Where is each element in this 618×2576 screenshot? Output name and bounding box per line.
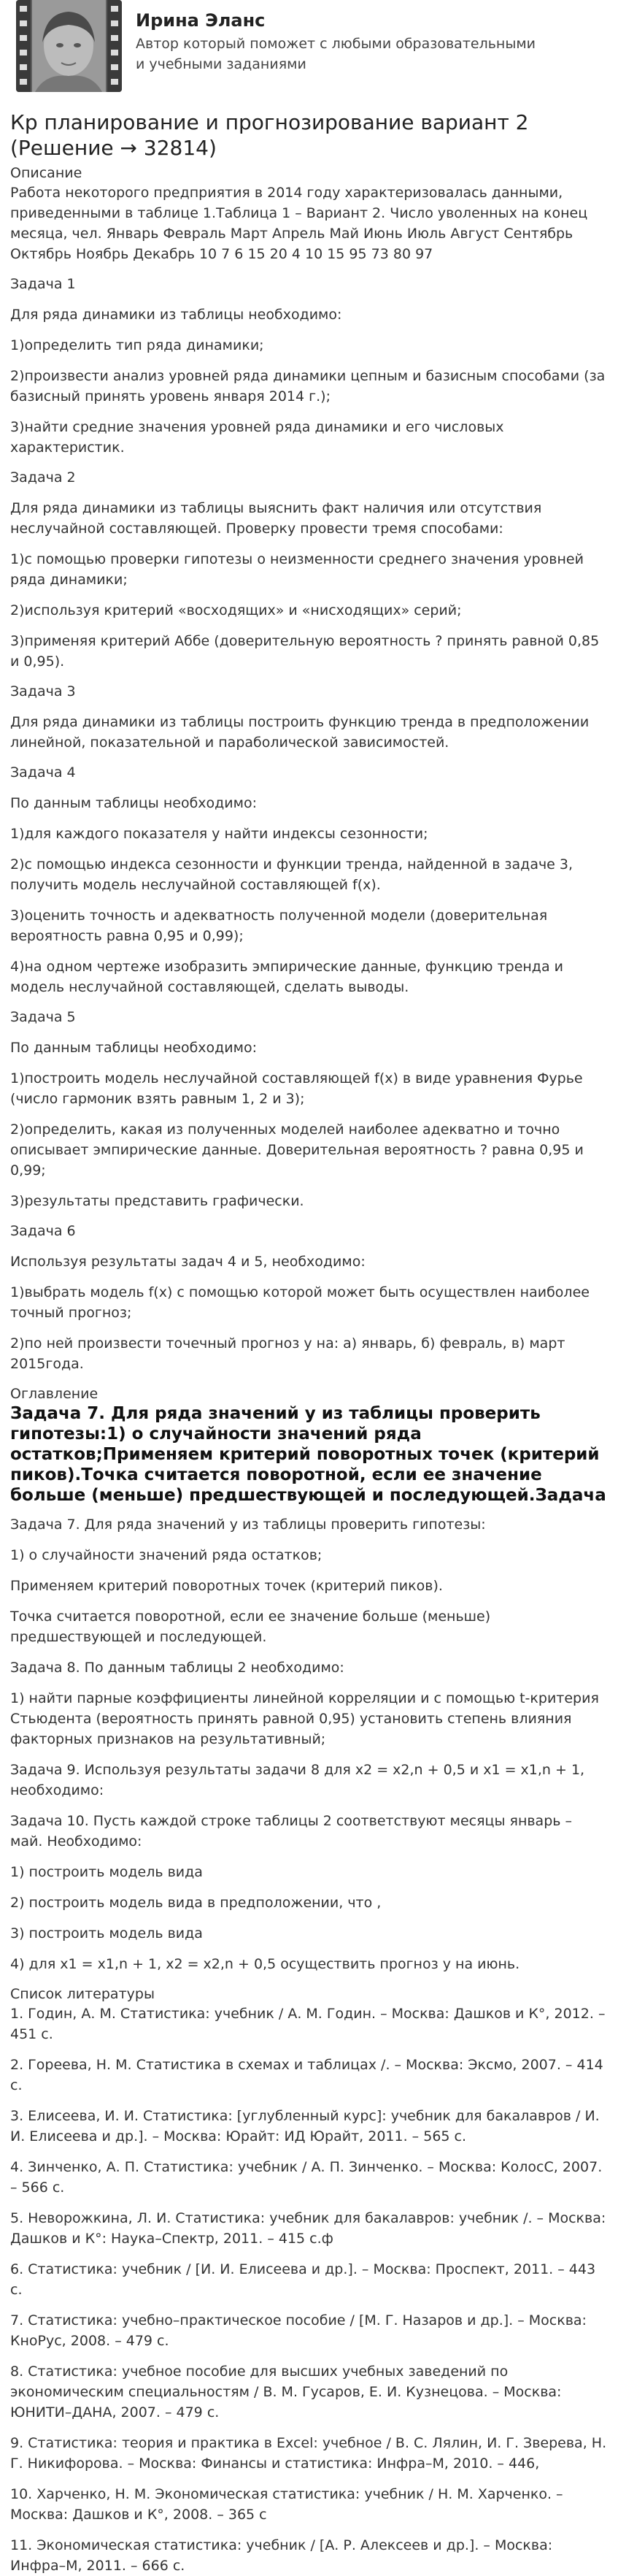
task-paragraph: 2)по ней произвести точечный прогноз у на: а) январь, б) февраль, в) март 2015года. — [10, 1335, 565, 1372]
literature-label: Список литературы — [10, 1986, 155, 2002]
literature-item: 3. Елисеева, И. И. Статистика: [углубленный курс]: учебник для бакалавров / И. И. Елисеева и др.]. – Москва: Юрайт: ИД Юрайт, 2011. – 565 с. — [10, 2108, 600, 2144]
task-paragraph: Для ряда динамики из таблицы выяснить факт наличия или отсутствия неслучайной составляющей. Проверку провести тремя способами: — [10, 500, 542, 537]
task-paragraph: 3)найти средние значения уровней ряда динамики и его числовых характеристик. — [10, 419, 504, 456]
task-title: Задача 1 — [10, 276, 76, 292]
task-paragraph: По данным таблицы необходимо: — [10, 1040, 258, 1056]
literature-item: 10. Харченко, Н. М. Экономическая статистика: учебник / Н. М. Харченко. – Москва: Дашков и К°, 2008. – 365 с — [10, 2486, 563, 2523]
task-paragraph: По данным таблицы необходимо: — [10, 795, 258, 811]
literature-item: 5. Неворожкина, Л. И. Статистика: учебник для бакалавров: учебник /. – Москва: Дашков и К°: Наука–Спектр, 2011. – 415 с.ф — [10, 2210, 606, 2247]
content-paragraph: 1) о случайности значений ряда остатков; — [10, 1547, 322, 1563]
task-paragraph: 1)для каждого показателя у найти индексы сезонности; — [10, 826, 428, 842]
avatar[interactable] — [16, 0, 122, 92]
task-paragraph: 1)выбрать модель f(x) с помощью которой может быть осуществлен наиболее точный прогноз; — [10, 1284, 590, 1321]
content-paragraph: 3) построить модель вида — [10, 1925, 203, 1941]
task-paragraph: 4)на одном чертеже изобразить эмпирические данные, функцию тренда и модель неслучайной составляющей, сделать выводы. — [10, 959, 563, 995]
task-paragraph: 3)результаты представить графически. — [10, 1193, 304, 1209]
task-paragraph: 3)применяя критерий Аббе (доверительную вероятность ? принять равной 0,85 и 0,95). — [10, 633, 600, 670]
literature-item: 6. Статистика: учебник / [И. И. Елисеева и др.]. – Москва: Проспект, 2011. – 443 с. — [10, 2261, 596, 2298]
task-title: Задача 2 — [10, 469, 76, 486]
literature-item: 8. Статистика: учебное пособие для высших учебных заведений по экономическим специальностям / В. М. Гусаров, Е. И. Кузнецова. – Москва: ЮНИТИ–ДАНА, 2007. – 479 с. — [10, 2364, 562, 2420]
literature-item: 11. Экономическая статистика: учебник / [А. Р. Алексеев и др.]. – Москва: Инфра–М, 2011. – 666 с. — [10, 2537, 553, 2574]
description-text: Работа некоторого предприятия в 2014 году характеризовалась данными, приведенными в таблице 1.Таблица 1 – Вариант 2. Число уволенных на конец месяца, чел. Январь Февраль Март Апрель Май Июнь Июль Август Сентябрь Октябрь Ноябрь Декабрь 10 7 6 15 20 4 10 15 95 73 80 97 — [10, 185, 588, 262]
toc-label: Оглавление — [10, 1386, 99, 1402]
task-paragraph: 2)используя критерий «восходящих» и «нисходящих» серий; — [10, 602, 462, 618]
content-paragraph: Применяем критерий поворотных точек (критерий пиков). — [10, 1578, 443, 1594]
literature-item: 9. Статистика: теория и практика в Excel: учебное / В. С. Лялин, И. Г. Зверева, Н. Г. Никифорова. – Москва: Финансы и статистика: Инфра–М, 2010. – 446, — [10, 2435, 607, 2472]
literature-list — [10, 2004, 608, 2576]
content-paragraph: Задача 9. Используя результаты задачи 8 для х2 = х2,n + 0,5 и х1 = х1,n + 1, необходимо: — [10, 1762, 585, 1798]
task-title: Задача 4 — [10, 764, 76, 781]
task-paragraph: Для ряда динамики из таблицы построить функцию тренда в предположении линейной, показательной и параболической зависимостей. — [10, 714, 590, 751]
author-header — [10, 0, 608, 101]
content-section — [10, 1514, 608, 1974]
author-subtitle: Автор который поможет с любыми образовательными и учебными заданиями — [136, 36, 536, 72]
content-paragraph: Задача 7. Для ряда значений у из таблицы проверить гипотезы: — [10, 1517, 486, 1533]
task-title: Задача 6 — [10, 1223, 76, 1239]
literature-item: 2. Гореева, Н. М. Статистика в схемах и таблицах /. – Москва: Эксмо, 2007. – 414 с. — [10, 2057, 603, 2093]
task-paragraph: 1)определить тип ряда динамики; — [10, 337, 264, 353]
task-list — [10, 275, 608, 1374]
task-paragraph: 2)произвести анализ уровней ряда динамики цепным и базисным способами (за базисный принять уровень января 2014 г.); — [10, 368, 606, 405]
task-paragraph: 3)оценить точность и адекватность полученной модели (доверительная вероятность равна 0,95 и 0,99); — [10, 908, 548, 944]
task-paragraph: 1)построить модель неслучайной составляющей f(x) в виде уравнения Фурье (число гармоник взять равным 1, 2 и 3); — [10, 1070, 583, 1107]
task-paragraph: Для ряда динамики из таблицы необходимо: — [10, 307, 342, 323]
toc-heading: Задача 7. Для ряда значений у из таблицы проверить гипотезы:1) о случайности значений ряда остатков;Применяем критерий поворотных точек (критерий пиков).Точка считается поворотной, если ее значение больше (меньше) предшествующей и последующей.Задача — [10, 1404, 606, 1505]
avatar-photo — [16, 0, 122, 92]
task-title: Задача 3 — [10, 683, 76, 699]
literature-item: 4. Зинченко, А. П. Статистика: учебник / А. П. Зинченко. – Москва: КолосС, 2007. – 566 с. — [10, 2159, 603, 2196]
task-title: Задача 5 — [10, 1009, 76, 1025]
content-paragraph: Точка считается поворотной, если ее значение больше (меньше) предшествующей и последующей. — [10, 1609, 491, 1645]
task-paragraph: 2)определить, какая из полученных моделей наиболее адекватно и точно описывает эмпирические данные. Доверительная вероятность ? равна 0,95 и 0,99; — [10, 1122, 584, 1178]
task-paragraph: Используя результаты задач 4 и 5, необходимо: — [10, 1254, 366, 1270]
description-label: Описание — [10, 165, 82, 181]
literature-item: 1. Годин, А. М. Статистика: учебник / А. М. Годин. – Москва: Дашков и К°, 2012. – 451 с. — [10, 2006, 606, 2042]
content-paragraph: 2) построить модель вида в предположении, что , — [10, 1895, 382, 1911]
content-paragraph: Задача 10. Пусть каждой строке таблицы 2 соответствуют месяцы январь – май. Необходимо: — [10, 1813, 573, 1849]
task-paragraph: 1)с помощью проверки гипотезы о неизменности среднего значения уровней ряда динамики; — [10, 551, 584, 588]
page-title: Кр планирование и прогнозирование вариант 2 (Решение → 32814) — [10, 110, 529, 160]
task-paragraph: 2)с помощью индекса сезонности и функции тренда, найденной в задаче 3, получить модель неслучайной составляющей f(x). — [10, 856, 573, 893]
content-paragraph: 1) построить модель вида — [10, 1864, 203, 1880]
content-paragraph: 1) найти парные коэффициенты линейной корреляции и с помощью t-критерия Стьюдента (вероятность принять равной 0,95) установить степень влияния факторных признаков на результативный; — [10, 1690, 599, 1747]
content-paragraph: 4) для х1 = х1,n + 1, х2 = х2,n + 0,5 осуществить прогноз у на июнь. — [10, 1956, 520, 1972]
literature-item: 7. Статистика: учебно–практическое пособие / [М. Г. Назаров и др.]. – Москва: КноРус, 2008. – 479 с. — [10, 2312, 587, 2349]
content-paragraph: Задача 8. По данным таблицы 2 необходимо: — [10, 1660, 344, 1676]
author-name[interactable]: Ирина Эланс — [136, 10, 266, 31]
